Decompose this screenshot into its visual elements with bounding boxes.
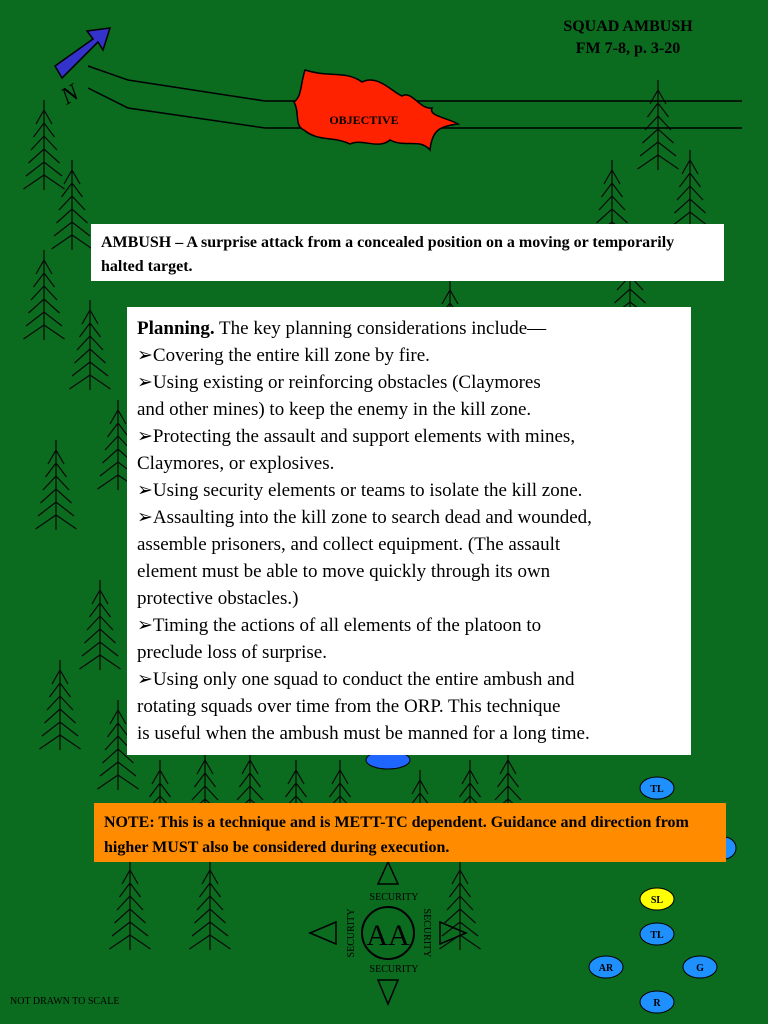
security-label-bottom: SECURITY <box>369 964 419 975</box>
planning-line: and other mines) to keep the enemy in the kill zone. <box>137 399 532 420</box>
planning-box <box>127 307 691 755</box>
team-marker-label: G <box>696 963 704 974</box>
planning-line: ➢Assaulting into the kill zone to search dead and wounded, <box>137 507 592 528</box>
note-text: NOTE: This is a technique and is METT-TC dependent. Guidance and direction from higher MUST also be considered during execution. <box>104 814 689 856</box>
planning-line: rotating squads over time from the ORP. This technique <box>137 696 561 717</box>
title-line-1: SQUAD AMBUSH <box>563 18 693 35</box>
planning-line: ➢Timing the actions of all elements of the platoon to <box>137 615 542 636</box>
security-label-right: SECURITY <box>421 908 432 958</box>
title-line-2: FM 7-8, p. 3-20 <box>575 40 681 57</box>
team-marker-label: AR <box>598 963 614 974</box>
security-label-left: SECURITY <box>346 908 357 958</box>
team-marker-label: SL <box>650 895 664 906</box>
north-label: N <box>56 79 84 111</box>
planning-heading: Planning. <box>137 318 215 339</box>
planning-line: ➢Using existing or reinforcing obstacles (Claymores <box>137 372 541 393</box>
team-marker-label: TL <box>650 784 664 795</box>
security-label-top: SECURITY <box>369 892 419 903</box>
planning-line: protective obstacles.) <box>137 588 299 609</box>
planning-line: is useful when the ambush must be manned for a long time. <box>137 723 590 744</box>
planning-line: ➢Using security elements or teams to isolate the kill zone. <box>137 480 583 501</box>
team-marker-label: TL <box>650 930 664 941</box>
planning-line: Claymores, or explosives. <box>137 453 335 474</box>
planning-intro-line <box>137 315 681 342</box>
planning-intro: The key planning considerations include— <box>214 318 547 339</box>
note-box <box>94 803 726 862</box>
slide-title <box>540 16 716 60</box>
planning-line: ➢Covering the entire kill zone by fire. <box>137 345 430 366</box>
planning-line: ➢Protecting the assault and support elements with mines, <box>137 426 576 447</box>
definition-text: AMBUSH – A surprise attack from a concealed position on a moving or temporarily halted target. <box>101 234 675 275</box>
planning-line: ➢Using only one squad to conduct the entire ambush and <box>137 669 575 690</box>
assembly-area-label: AA <box>366 919 410 952</box>
scale-footnote: NOT DRAWN TO SCALE <box>10 996 120 1007</box>
definition-box <box>91 224 724 281</box>
planning-line: preclude loss of surprise. <box>137 642 327 663</box>
team-marker-label: R <box>653 998 661 1009</box>
objective-label: OBJECTIVE <box>329 113 399 127</box>
planning-line: assemble prisoners, and collect equipment. (The assault <box>137 534 561 555</box>
planning-line: element must be able to move quickly through its own <box>137 561 551 582</box>
